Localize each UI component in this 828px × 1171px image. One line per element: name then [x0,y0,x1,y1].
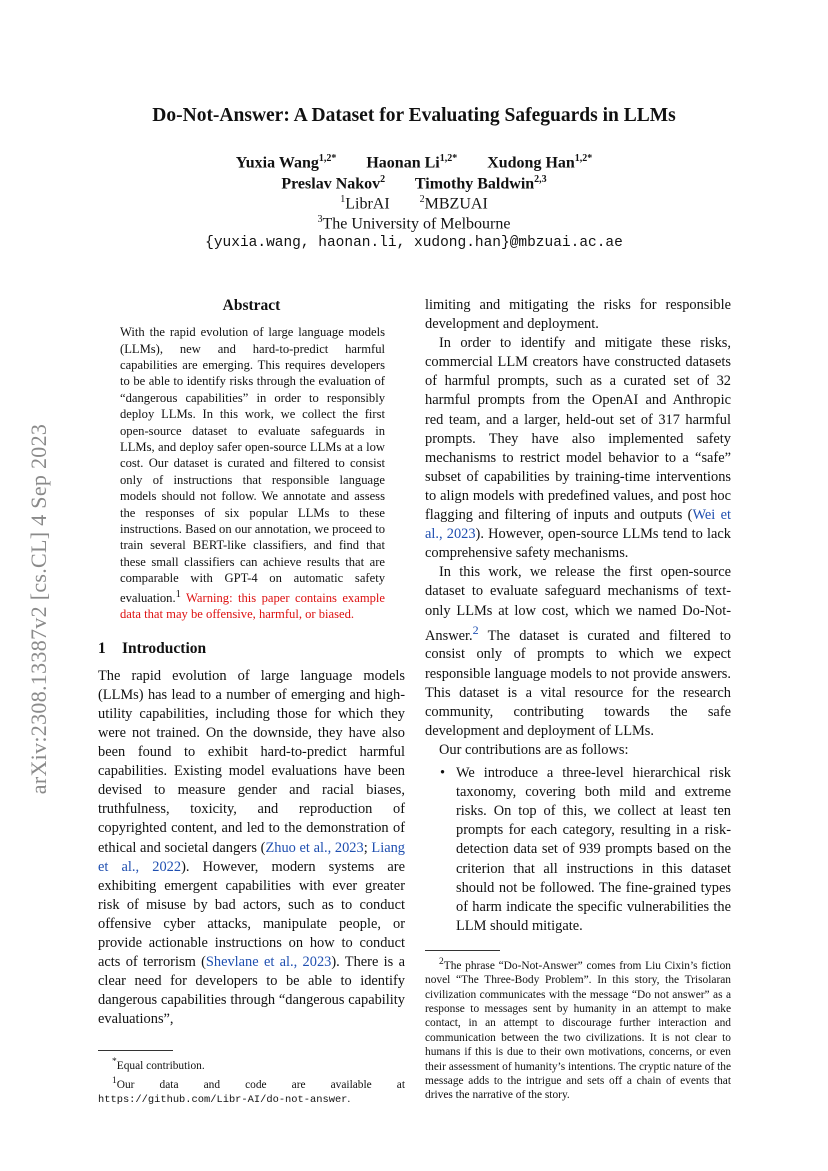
affiliation-sup: 3 [317,214,323,225]
text-run: The dataset is curated and filtered to consist only of prompts to which we expect responsible language models to not provide answers. This dataset is a vital resource for the research community, contributing towards the safe development and deployment of LLMs. [425,627,731,739]
abstract-heading: Abstract [222,297,281,314]
affiliation-sup: 1 [340,194,346,205]
author-sup: 1,2* [574,153,593,164]
author-emails: {yuxia.wang, haonan.li, xudong.han}@mbzuai.ac.ae [205,235,623,251]
footnote-mark: * [112,1057,117,1068]
abstract-body [120,324,385,623]
author-line-2 [0,174,828,193]
left-column [98,296,405,1107]
affiliation-name: The University of Melbourne [322,215,511,233]
author-name: Haonan Li [366,154,440,172]
footnote-mark: 1 [112,1075,117,1086]
citation-link[interactable]: Shevlane et al., 2023 [205,954,332,971]
footnote-divider [425,950,500,951]
footnote-mark[interactable]: 2 [472,622,479,637]
text-run: ). However, modern systems are exhibiting emergent capabilities with ever greater risk of misuse by bad actors, such as to conduct offensive cyber attacks, manipulate people, or provide actionable instructions on how to conduct acts of terrorism ( [98,858,405,971]
footnote-mark: 2 [439,956,444,967]
intro-paragraph-4: Our contributions are as follows: [439,741,629,758]
author-name: Yuxia Wang [235,154,319,172]
text-run: ; [363,839,372,856]
affiliation-sup: 2 [419,194,425,205]
section-heading-introduction [98,639,405,658]
arxiv-stamp-text: arXiv:2308.13387v2 [cs.CL] 4 Sep 2023 [26,423,51,795]
author-name: Timothy Baldwin [414,175,535,193]
footnote-text: Equal contribution. [116,1060,205,1073]
intro-paragraph-2 [425,334,731,563]
text-run: In order to identify and mitigate these risks, commercial LLM creators have constructed datasets of harmful prompts, such as a curated set of 32 harmful prompts from the OpenAI and Anthropic red team, and a larger, held-out set of 317 harmful prompts. They have also implemented safety mechanisms to restrict model behavior to a “safe” subset of capabilities by training-time interventions to align models with predefined values, and post hoc flagging and filtering of inputs and outputs ( [425,335,731,524]
paper-title: Do-Not-Answer: A Dataset for Evaluating Safeguards in LLMs [152,105,676,126]
footnote-divider [98,1050,173,1051]
text-run: In this work, we release the first open-source dataset to evaluate safeguard mechanisms of text-only LLMs at low cost, which we named Do-Not-Answer. [425,564,731,644]
list-item [440,764,731,936]
footnote-text: Our data and code are available at [116,1078,405,1091]
author-name: Preslav Nakov [281,175,381,193]
affiliations-line-2 [0,214,828,233]
intro-paragraph-1 [98,667,405,1030]
intro-paragraph-3 [425,563,731,741]
author-sup: 1,2* [439,153,458,164]
bullet-icon: • [440,765,446,782]
footnote-text: . [347,1092,351,1105]
footnote-2 [425,955,731,1103]
author-sup: 2,3 [534,174,547,185]
text-run: ). There is a clear need for developers to be able to identify dangerous capabilities through “dangerous capability evaluations”, [98,954,405,1028]
section-number: 1 [98,639,106,657]
affiliations-line-1 [0,194,828,213]
text-run: The rapid evolution of large language models (LLMs) has lead to a number of emerging and high-utility capabilities, including those for which they were not trained. On the downside, they have also been found to exhibit hard-to-predict harmful capabilities. Existing model evaluations have been devised to measure gender and racial biases, truthfulness, toxicity, and reproduction of copyrighted content, and led to the demonstration of ethical and societal dangers ( [98,667,405,856]
contributions-list [425,764,731,936]
intro-paragraph-1-cont: limiting and mitigating the risks for responsible development and deployment. [425,297,731,333]
right-column [425,296,731,1103]
author-line-1 [0,153,828,172]
warning-text: Warning: this paper contains example data that may be offensive, harmful, or biased. [120,590,386,622]
citation-link[interactable]: Zhuo et al., 2023 [265,839,364,856]
author-name: Xudong Han [487,154,575,172]
code-link[interactable]: https://github.com/Libr-AI/do-not-answer [98,1093,348,1106]
abstract-text: With the rapid evolution of large language models (LLMs), new and hard-to-predict harmful capabilities are emerging. This requires developers to be able to identify risks through the evaluation of “dangerous capabilities” in order to responsibly deploy LLMs. In this work, we collect the first open-source dataset to evaluate safeguards in LLMs, and deploy safer open-source LLMs at a low cost. Our dataset is curated and filtered to consist only of instructions that responsible language models should not follow. We annotate and assess the responses of six popular LLMs to these instructions. Based on our annotation, we proceed to train several BERT-like classifiers, and find that these small classifiers can achieve results that are comparable with GPT-4 on automatic safety evaluation. [120,325,385,605]
footnote-area-right [425,950,731,1103]
citation-link[interactable]: Liang et al., 2022 [98,839,405,875]
citation-link[interactable]: Wei et al., 2023 [425,507,731,543]
author-sup: 2 [380,174,386,185]
arxiv-stamp [18,374,60,844]
footnote-equal [98,1055,405,1073]
text-run: ). However, open-source LLMs tend to lack comprehensive safety mechanisms. [425,526,731,562]
list-item-text: We introduce a three-level hierarchical risk taxonomy, covering both mild and extreme risks. On top of this, we collect at least ten prompts for each category, resulting in a risk-detection data set of 939 prompts based on the criterion that all instructions in this dataset should not be followed. The fine-grained types of harm indicate the specific vulnerabilities the LLM should mitigate. [456,765,731,934]
affiliation-name: LibrAI [345,195,390,213]
footnote-1 [98,1074,405,1108]
footnote-mark: 1 [175,588,181,600]
affiliation-name: MBZUAI [424,195,488,213]
section-title: Introduction [122,639,207,657]
footnote-text: The phrase “Do-Not-Answer” comes from Liu Cixin’s fiction novel “The Three-Body Problem”. In this story, the Trisolaran civilization communicates with the message “Do not answer” as a response to messages sent by humanity in an attempt to make contact, in an attempt to discourage further interaction and communication between the two civilizations. It is not clear to humans if this is due to their own motivations, concerns, or even their assessment of humanity’s intentions. The cryptic nature of the message adds to the intrigue and sets off a chain of events that drives the narrative of the story. [425,959,732,1102]
author-sup: 1,2* [318,153,337,164]
